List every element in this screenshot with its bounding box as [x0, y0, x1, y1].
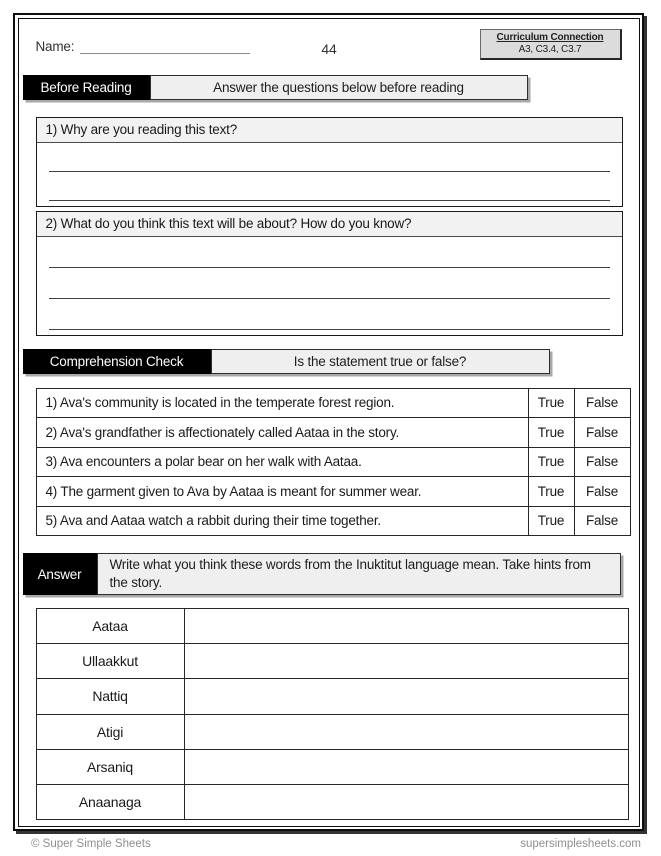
false-option[interactable]: False [574, 418, 630, 448]
question-box [36, 117, 623, 207]
true-false-table-body [36, 388, 630, 536]
question-answer-area [37, 237, 622, 335]
question-prompt: 2) What do you think this text will be about? How do you know? [37, 212, 622, 237]
true-option[interactable]: True [528, 388, 574, 418]
question-box [36, 211, 623, 336]
true-option[interactable]: True [528, 447, 574, 477]
vocab-word-cell: Arsaniq [36, 749, 184, 784]
before-reading-section-bar [23, 75, 528, 100]
question-answer-area [37, 143, 622, 206]
name-input-line[interactable] [80, 39, 250, 54]
table-row [36, 418, 630, 448]
curriculum-connection-title: Curriculum Connection [496, 31, 604, 43]
answer-label: Answer [23, 553, 97, 595]
comprehension-instruction: Is the statement true or false? [211, 349, 550, 374]
copyright-text: © Super Simple Sheets [31, 838, 151, 850]
before-reading-questions [36, 117, 623, 336]
table-row [36, 388, 630, 418]
true-option[interactable]: True [528, 418, 574, 448]
vocab-meaning-cell[interactable] [184, 749, 628, 784]
vocab-meaning-cell[interactable] [184, 609, 628, 644]
table-row [36, 447, 630, 477]
page-footer [31, 838, 641, 850]
table-row [36, 749, 628, 784]
table-row [36, 644, 628, 679]
comprehension-label: Comprehension Check [23, 349, 211, 374]
table-row [36, 714, 628, 749]
vocab-meaning-cell[interactable] [184, 644, 628, 679]
vocabulary-table-body [36, 609, 628, 820]
page-number: 44 [321, 40, 337, 57]
website-text: supersimplesheets.com [520, 838, 641, 850]
before-reading-instruction: Answer the questions below before reading [150, 75, 528, 100]
vocab-word-cell: Anaanaga [36, 784, 184, 819]
answer-line[interactable] [49, 299, 610, 330]
table-row [36, 609, 628, 644]
before-reading-label: Before Reading [23, 75, 150, 100]
statement-cell: 1) Ava's community is located in the temperate forest region. [36, 388, 528, 418]
curriculum-connection-box [480, 29, 622, 60]
answer-instruction: Write what you think these words from the Inuktitut language mean. Take hints from the story. [97, 553, 621, 595]
vocab-word-cell: Aataa [36, 609, 184, 644]
false-option[interactable]: False [574, 477, 630, 507]
statement-cell: 4) The garment given to Ava by Aataa is meant for summer wear. [36, 477, 528, 507]
vocabulary-table [36, 608, 629, 820]
false-option[interactable]: False [574, 388, 630, 418]
vocab-meaning-cell[interactable] [184, 784, 628, 819]
comprehension-section-bar [23, 349, 550, 374]
statement-cell: 2) Ava's grandfather is affectionately called Aataa in the story. [36, 418, 528, 448]
false-option[interactable]: False [574, 447, 630, 477]
table-row [36, 477, 630, 507]
vocab-word-cell: Atigi [36, 714, 184, 749]
false-option[interactable]: False [574, 506, 630, 536]
table-row [36, 679, 628, 714]
true-option[interactable]: True [528, 506, 574, 536]
name-label: Name: [35, 38, 75, 54]
worksheet-page [13, 13, 644, 831]
worksheet-inner-frame [18, 18, 640, 827]
statement-cell: 5) Ava and Aataa watch a rabbit during their time together. [36, 506, 528, 536]
curriculum-connection-codes: A3, C3.4, C3.7 [518, 43, 582, 55]
question-prompt: 1) Why are you reading this text? [37, 118, 622, 143]
answer-line[interactable] [49, 237, 610, 268]
vocab-word-cell: Ullaakkut [36, 644, 184, 679]
table-row [36, 784, 628, 819]
answer-line[interactable] [49, 143, 610, 172]
table-row [36, 506, 630, 536]
true-false-table [36, 388, 631, 537]
statement-cell: 3) Ava encounters a polar bear on her walk with Aataa. [36, 447, 528, 477]
vocab-meaning-cell[interactable] [184, 714, 628, 749]
answer-line[interactable] [49, 268, 610, 299]
page-header [36, 33, 623, 63]
vocab-meaning-cell[interactable] [184, 679, 628, 714]
answer-line[interactable] [49, 172, 610, 201]
true-option[interactable]: True [528, 477, 574, 507]
answer-section-bar [23, 553, 621, 595]
vocab-word-cell: Nattiq [36, 679, 184, 714]
